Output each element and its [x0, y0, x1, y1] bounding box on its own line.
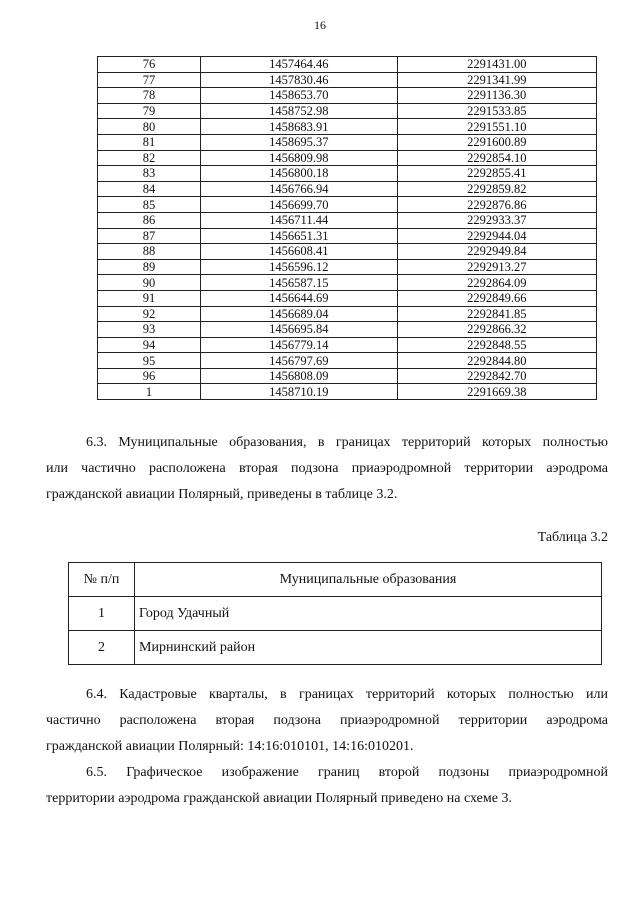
coordinate-y: 2292913.27 — [397, 259, 596, 275]
table-row — [98, 134, 597, 150]
point-number: 76 — [98, 57, 201, 73]
point-number: 86 — [98, 212, 201, 228]
table-row — [98, 212, 597, 228]
point-number: 92 — [98, 306, 201, 322]
coordinate-y: 2291431.00 — [397, 57, 596, 73]
row-number: 2 — [69, 631, 135, 665]
coordinate-y: 2292849.66 — [397, 290, 596, 306]
point-number: 95 — [98, 353, 201, 369]
table-row — [98, 166, 597, 182]
coordinate-x: 1456808.09 — [201, 368, 398, 384]
coordinate-y: 2291600.89 — [397, 134, 596, 150]
coordinate-x: 1456711.44 — [201, 212, 398, 228]
paragraph-line: или частично расположена вторая подзона приаэродромной территории аэродрома — [46, 461, 608, 476]
coordinate-x: 1456651.31 — [201, 228, 398, 244]
paragraph-6-5 — [46, 760, 608, 812]
coordinate-x: 1456608.41 — [201, 244, 398, 260]
table-caption: Таблица 3.2 — [537, 530, 608, 545]
paragraph-6-4 — [46, 682, 608, 760]
table-row — [98, 150, 597, 166]
row-municipality: Мирнинский район — [135, 631, 602, 665]
paragraph-6-3 — [46, 430, 608, 508]
table-row — [98, 275, 597, 291]
table-row — [98, 88, 597, 104]
coordinate-y: 2291551.10 — [397, 119, 596, 135]
table-row — [98, 228, 597, 244]
table-row — [98, 103, 597, 119]
point-number: 84 — [98, 181, 201, 197]
table-row — [98, 368, 597, 384]
coordinate-y: 2292933.37 — [397, 212, 596, 228]
table-row — [98, 322, 597, 338]
coordinate-y: 2291136.30 — [397, 88, 596, 104]
point-number: 87 — [98, 228, 201, 244]
point-number: 90 — [98, 275, 201, 291]
coordinate-x: 1456695.84 — [201, 322, 398, 338]
table-row — [98, 259, 597, 275]
point-number: 78 — [98, 88, 201, 104]
coordinate-x: 1456587.15 — [201, 275, 398, 291]
municipalities-table — [68, 562, 602, 665]
header-number: № п/п — [69, 563, 135, 597]
coordinate-y: 2292859.82 — [397, 181, 596, 197]
table-row — [98, 353, 597, 369]
paragraph-line: 6.5. Графическое изображение границ второй подзоны приаэродромной — [86, 765, 608, 780]
coordinate-x: 1456779.14 — [201, 337, 398, 353]
coordinate-x: 1458683.91 — [201, 119, 398, 135]
table-row — [98, 290, 597, 306]
coordinate-x: 1457830.46 — [201, 72, 398, 88]
paragraph-line: 6.4. Кадастровые кварталы, в границах территорий которых полностью или — [86, 687, 608, 702]
table-row — [98, 384, 597, 400]
point-number: 93 — [98, 322, 201, 338]
point-number: 85 — [98, 197, 201, 213]
point-number: 80 — [98, 119, 201, 135]
coordinate-x: 1458752.98 — [201, 103, 398, 119]
coordinate-x: 1456766.94 — [201, 181, 398, 197]
paragraph-line: 6.3. Муниципальные образования, в границах территорий которых полностью — [86, 435, 608, 450]
coordinate-y: 2291533.85 — [397, 103, 596, 119]
table-row — [98, 337, 597, 353]
coordinate-y: 2292855.41 — [397, 166, 596, 182]
table-row — [98, 57, 597, 73]
paragraph-line: частично расположена вторая подзона приаэродромной территории аэродрома — [46, 713, 608, 728]
point-number: 82 — [98, 150, 201, 166]
point-number: 91 — [98, 290, 201, 306]
coordinate-y: 2292866.32 — [397, 322, 596, 338]
coordinate-y: 2292854.10 — [397, 150, 596, 166]
point-number: 88 — [98, 244, 201, 260]
point-number: 1 — [98, 384, 201, 400]
point-number: 96 — [98, 368, 201, 384]
point-number: 81 — [98, 134, 201, 150]
page-number: 16 — [314, 18, 326, 32]
paragraph-line: гражданской авиации Полярный: 14:16:010101, 14:16:010201. — [46, 739, 414, 754]
table-row — [98, 197, 597, 213]
table-row — [98, 244, 597, 260]
table-row — [98, 181, 597, 197]
coordinate-x: 1456809.98 — [201, 150, 398, 166]
coordinate-x: 1457464.46 — [201, 57, 398, 73]
point-number: 79 — [98, 103, 201, 119]
coordinate-y: 2292864.09 — [397, 275, 596, 291]
paragraph-line: гражданской авиации Полярный, приведены в таблице 3.2. — [46, 487, 398, 502]
coordinate-y: 2292841.85 — [397, 306, 596, 322]
coordinate-y: 2292949.84 — [397, 244, 596, 260]
coordinate-x: 1458653.70 — [201, 88, 398, 104]
coordinate-y: 2291669.38 — [397, 384, 596, 400]
coordinate-x: 1456797.69 — [201, 353, 398, 369]
coordinate-x: 1456689.04 — [201, 306, 398, 322]
coordinate-y: 2292842.70 — [397, 368, 596, 384]
coordinate-x: 1458695.37 — [201, 134, 398, 150]
row-number: 1 — [69, 597, 135, 631]
coordinate-y: 2292844.80 — [397, 353, 596, 369]
coordinates-table — [97, 56, 597, 400]
table-row — [69, 631, 602, 665]
table-header-row — [69, 563, 602, 597]
point-number: 94 — [98, 337, 201, 353]
point-number: 77 — [98, 72, 201, 88]
coordinate-x: 1456800.18 — [201, 166, 398, 182]
header-municipalities: Муниципальные образования — [135, 563, 602, 597]
coordinate-y: 2292848.55 — [397, 337, 596, 353]
table-row — [98, 119, 597, 135]
coordinate-x: 1456699.70 — [201, 197, 398, 213]
row-municipality: Город Удачный — [135, 597, 602, 631]
coordinate-y: 2292876.86 — [397, 197, 596, 213]
coordinate-y: 2292944.04 — [397, 228, 596, 244]
coordinate-x: 1456596.12 — [201, 259, 398, 275]
point-number: 83 — [98, 166, 201, 182]
table-row — [98, 306, 597, 322]
table-row — [98, 72, 597, 88]
table-row — [69, 597, 602, 631]
paragraph-line: территории аэродрома гражданской авиации Полярный приведено на схеме 3. — [46, 791, 512, 806]
coordinate-y: 2291341.99 — [397, 72, 596, 88]
coordinates-table-body — [98, 57, 597, 400]
coordinate-x: 1456644.69 — [201, 290, 398, 306]
coordinate-x: 1458710.19 — [201, 384, 398, 400]
point-number: 89 — [98, 259, 201, 275]
